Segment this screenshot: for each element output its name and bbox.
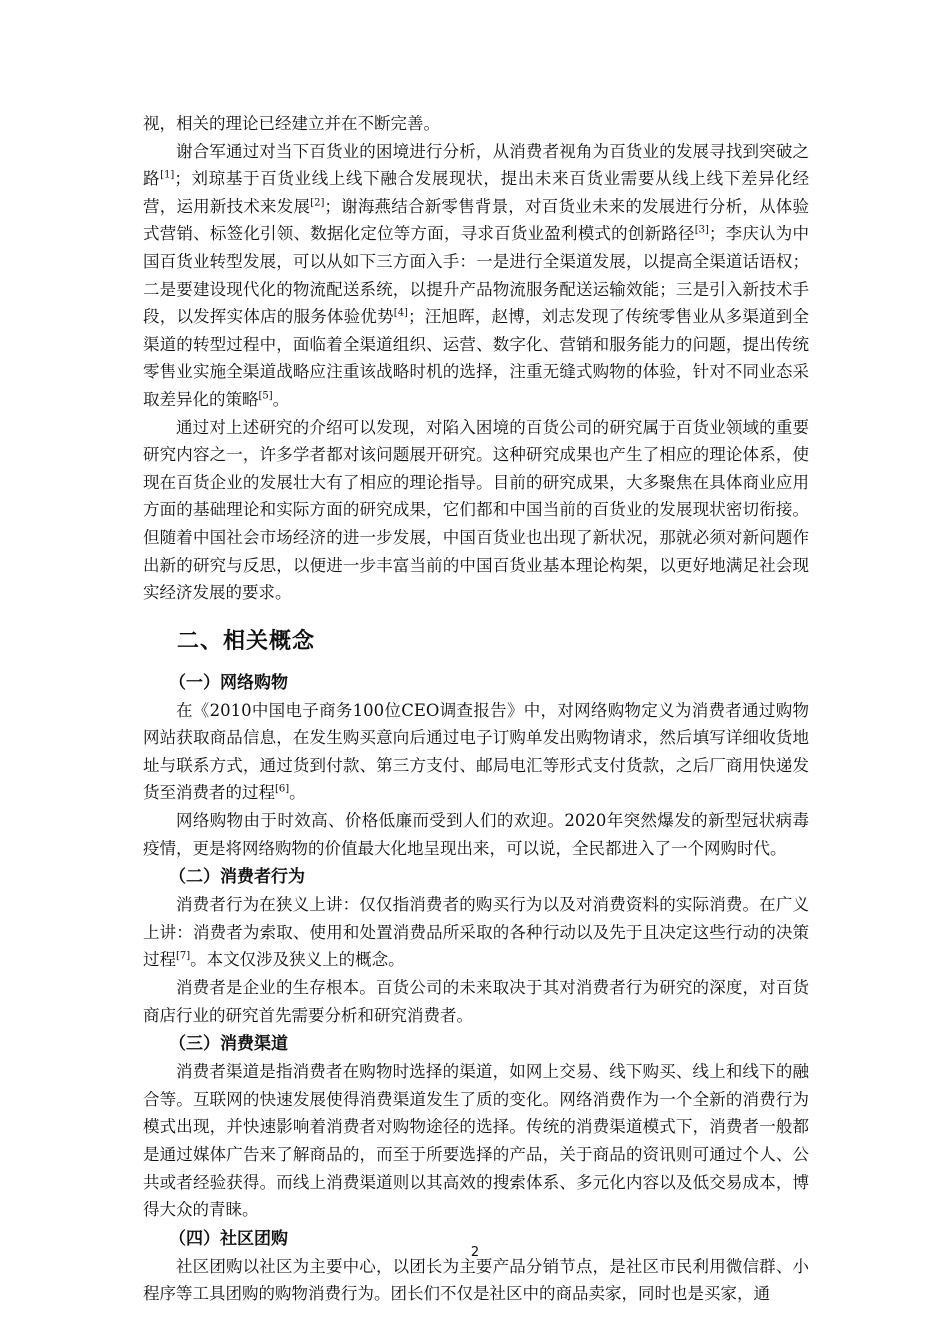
text-run: 在《2010中国电子商务100位CEO调查报告》中，对网络购物定义为消费者通过购物网站获取商品信息，在发生购买意向后通过电子订购单发出购物请求，然后填写详细收货地址与联系方式，通过货到付款、第三方支付、邮局电汇等形式支付货款，之后厂商用快递发货至消费者的过程: [143, 700, 809, 803]
document-page: [143, 110, 809, 1308]
paragraph-continuation: 视，相关的理论已经建立并在不断完善。: [143, 114, 440, 133]
text-run: ；刘琼基于百货业线上线下融合发展现状，提出未来百货业需要从线上线下差异化经营，运用新技术来发展: [143, 169, 810, 216]
text-run: ；谢海燕结合新零售背景，对百货业未来的发展进行分析，从体验式营销、标签化引领、数据化定位等方面，寻求百货业盈利模式的创新路径: [143, 196, 810, 244]
subsection-heading-community-group-buying: （四）社区团购: [169, 1228, 288, 1249]
page-number: 2: [470, 1245, 480, 1260]
text-run: 消费者行为在狭义上讲：仅仅指消费者的购买行为以及对消费资料的实际消费。在广义上讲：消费者为索取、使用和处置消费品所采取的各种行动以及先于且决定这些行动的决策过程: [143, 895, 809, 970]
paragraph-summary: 通过对上述研究的介绍可以发现，对陷入困境的百货公司的研究属于百货业领域的重要研究内容之一，许多学者都对该问题展开研究。这种研究成果也产生了相应的理论体系，使现在百货企业的发展壮大有了相应的理论指导。目前的研究成果，大多聚焦在具体商业应用方面的基础理论和实际方面的研究成果，它们都和中国当前的百货业的发展现状密切衔接。但随着中国社会市场经济的进一步发展，中国百货业也出现了新状况，那就必须对新问题作出新的研究与反思，以便进一步丰富当前的中国百货业基本理论构架，以更好地满足社会现实经济发展的要求。: [143, 417, 809, 603]
citation-ref: [5]: [258, 390, 273, 402]
paragraph-consumption-channel: 消费者渠道是指消费者在购物时选择的渠道，如网上交易、线下购买、线上和线下的融合等。互联网的快速发展使得消费渠道发生了质的变化。网络消费作为一个全新的消费行为模式出现，并快速影响着消费者对购物途径的选择。传统的消费渠道模式下，消费者一般都是通过媒体广告来了解商品的，而至于所要选择的产品，关于商品的资讯则可通过个人、公共或者经验获得。而线上消费渠道则以其高效的搜索体系、多元化内容以及低交易成本，博得大众的青睐。: [143, 1062, 809, 1220]
paragraph-online-shopping-definition: [143, 697, 809, 807]
paragraph-literature-review: [143, 138, 809, 414]
text-run: ；汪旭晖，赵博，刘志发现了传统零售业从多渠道到全渠道的转型过程中，面临着全渠道组织、运营、数字化、营销和服务能力的问题，提出传统零售业实施全渠道战略应注重该战略时机的选择，注重无缝式购物的体验，针对不同业态采取差异化的策略: [143, 307, 810, 409]
paragraph-consumer-behavior-definition: [143, 891, 809, 974]
citation-ref: [2]: [310, 197, 325, 209]
section-heading: 二、相关概念: [177, 628, 316, 654]
citation-ref: [4]: [393, 307, 408, 319]
paragraph-online-shopping-popularity: 网络购物由于时效高、价格低廉而受到人们的欢迎。2020年突然爆发的新型冠状病毒疫情，更是将网络购物的价值最大化地呈现出来，可以说，全民都进入了一个网购时代。: [143, 811, 809, 858]
paragraph-community-group-buying: 社区团购以社区为主要中心，以团长为主要产品分销节点，是社区市民利用微信群、小程序等工具团购的购物消费行为。团长们不仅是社区中的商品卖家，同时也是买家，通: [143, 1256, 809, 1304]
text-run: 。: [272, 389, 290, 409]
citation-ref: [3]: [694, 224, 709, 236]
subsection-heading-consumption-channel: （三）消费渠道: [169, 1034, 288, 1055]
subsection-heading-online-shopping: （一）网络购物: [169, 672, 288, 693]
citation-ref: [6]: [275, 783, 290, 795]
text-run: 谢合军通过对当下百货业的困境进行分析，从消费者视角为百货业的发展寻找到突破之路: [143, 141, 809, 189]
text-run: ；李庆认为中国百货业转型发展，可以从如下三方面入手：一是进行全渠道发展，以提高全渠道话语权；二是要建设现代化的物流配送系统，以提升产品物流服务配送运输效能；三是引入新技术手段，以发挥实体店的服务体验优势: [143, 224, 810, 327]
paragraph-consumer-importance: 消费者是企业的生存根本。百货公司的未来取决于其对消费者行为研究的深度，对百货商店行业的研究首先需要分析和研究消费者。: [143, 978, 809, 1025]
citation-ref: [7]: [176, 950, 191, 962]
citation-ref: [1]: [160, 169, 175, 181]
subsection-heading-consumer-behavior: （二）消费者行为: [169, 867, 305, 888]
text-run: 。: [289, 783, 306, 803]
text-run: 。本文仅涉及狭义上的概念。: [190, 950, 405, 970]
